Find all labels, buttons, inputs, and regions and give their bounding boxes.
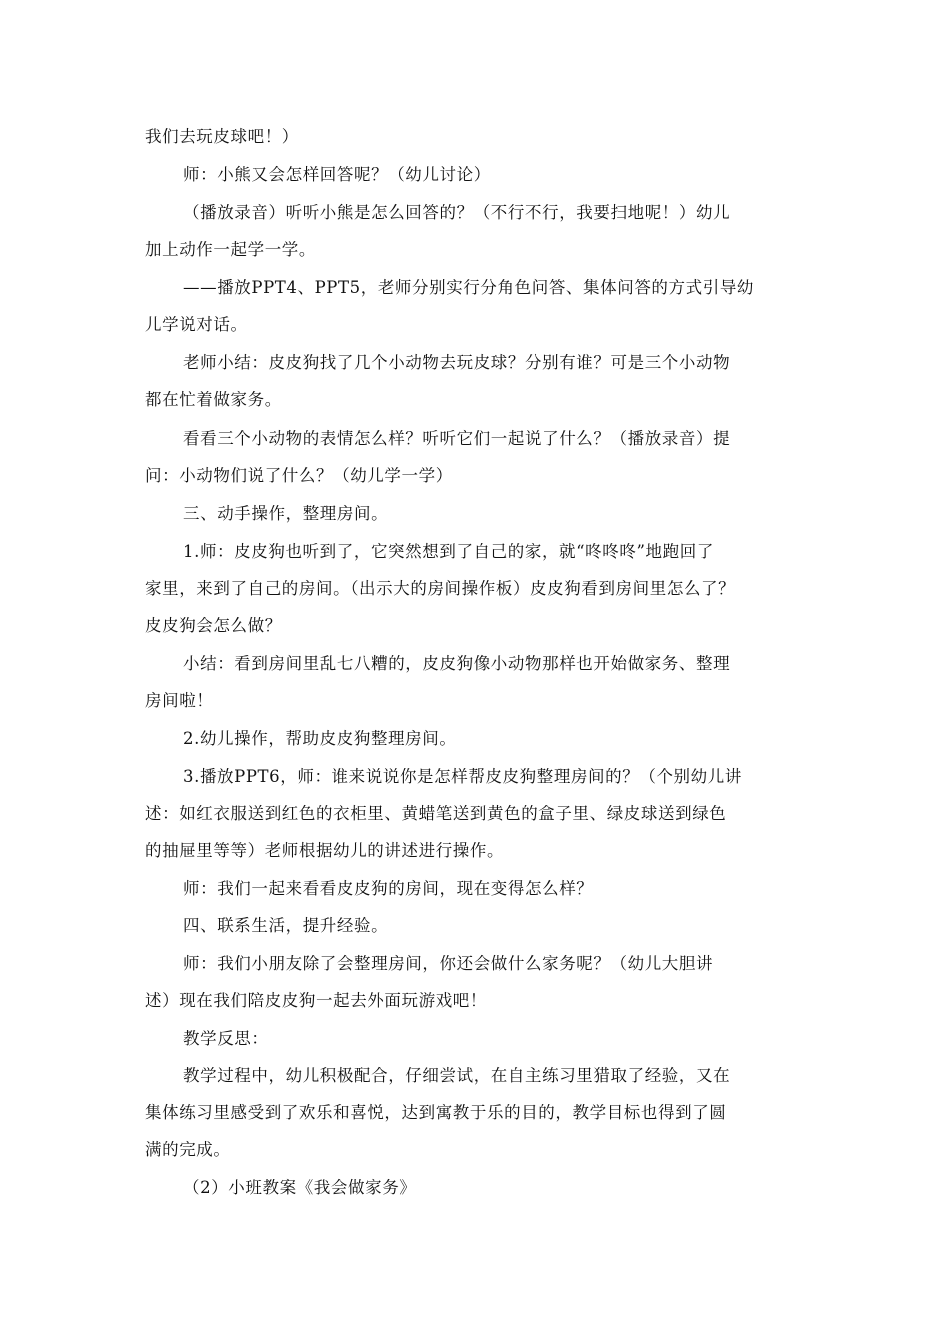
text-line: 加上动作一起学一学。 [145, 240, 316, 259]
text-line: 的抽屉里等等）老师根据幼儿的讲述进行操作。 [145, 841, 505, 860]
reflection-heading [145, 1020, 817, 1057]
text-line: 皮皮狗会怎么做？ [145, 616, 282, 635]
text-line: 1.师：皮皮狗也听到了，它突然想到了自己的家，就“咚咚咚”地跑回了 [183, 542, 714, 561]
paragraph-2 [145, 156, 817, 193]
paragraph-10 [145, 720, 817, 757]
text-line: 集体练习里感受到了欢乐和喜悦，达到寓教于乐的目的，教学目标也得到了圆 [145, 1103, 727, 1122]
text-line: 儿学说对话。 [145, 315, 248, 334]
text-line: 教学反思： [183, 1029, 269, 1048]
text-line: 看看三个小动物的表情怎么样？听听它们一起说了什么？（播放录音）提 [183, 429, 731, 448]
paragraph-6 [145, 420, 817, 494]
text-line: 三、动手操作，整理房间。 [183, 504, 389, 523]
paragraph-5 [145, 344, 817, 418]
text-line: 我们去玩皮球吧！） [145, 127, 299, 146]
paragraph-8 [145, 533, 817, 644]
paragraph-16 [145, 1057, 817, 1168]
text-line: 师：小熊又会怎样回答呢？（幼儿讨论） [183, 165, 491, 184]
text-line: 3.播放PPT6，师：谁来说说你是怎样帮皮皮狗整理房间的？（个别幼儿讲 [183, 767, 742, 786]
text-line: （播放录音）听听小熊是怎么回答的？（不行不行，我要扫地呢！）幼儿 [183, 203, 731, 222]
text-line: 满的完成。 [145, 1140, 231, 1159]
text-line: 小结：看到房间里乱七八糟的，皮皮狗像小动物那样也开始做家务、整理 [183, 654, 731, 673]
section-heading-3 [145, 495, 817, 532]
paragraph-4 [145, 269, 817, 343]
text-line: 都在忙着做家务。 [145, 390, 282, 409]
text-line: 教学过程中，幼儿积极配合，仔细尝试，在自主练习里猎取了经验，又在 [183, 1066, 731, 1085]
paragraph-9 [145, 645, 817, 719]
text-line: 问：小动物们说了什么？（幼儿学一学） [145, 466, 453, 485]
text-line: 2.幼儿操作，帮助皮皮狗整理房间。 [183, 729, 457, 748]
section-heading-4 [145, 907, 817, 944]
text-line: ——播放PPT4、PPT5，老师分别实行分角色问答、集体问答的方式引导幼 [183, 278, 755, 297]
text-line: 师：我们一起来看看皮皮狗的房间，现在变得怎么样？ [183, 879, 594, 898]
paragraph-14 [145, 945, 817, 1019]
text-line: 述：如红衣服送到红色的衣柜里、黄蜡笔送到黄色的盒子里、绿皮球送到绿色 [145, 804, 727, 823]
paragraph-1 [145, 118, 817, 155]
text-line: 四、联系生活，提升经验。 [183, 916, 389, 935]
text-line: 述）现在我们陪皮皮狗一起去外面玩游戏吧！ [145, 991, 487, 1010]
paragraph-11 [145, 758, 817, 869]
paragraph-12 [145, 870, 817, 907]
text-line: 房间啦！ [145, 691, 214, 710]
text-line: 师：我们小朋友除了会整理房间，你还会做什么家务呢？（幼儿大胆讲 [183, 954, 714, 973]
paragraph-3 [145, 194, 817, 268]
next-lesson-title [145, 1169, 817, 1206]
text-line: 家里，来到了自己的房间。（出示大的房间操作板）皮皮狗看到房间里怎么了？ [145, 579, 736, 598]
text-line: （2）小班教案《我会做家务》 [183, 1178, 417, 1197]
text-line: 老师小结：皮皮狗找了几个小动物去玩皮球？分别有谁？可是三个小动物 [183, 353, 731, 372]
